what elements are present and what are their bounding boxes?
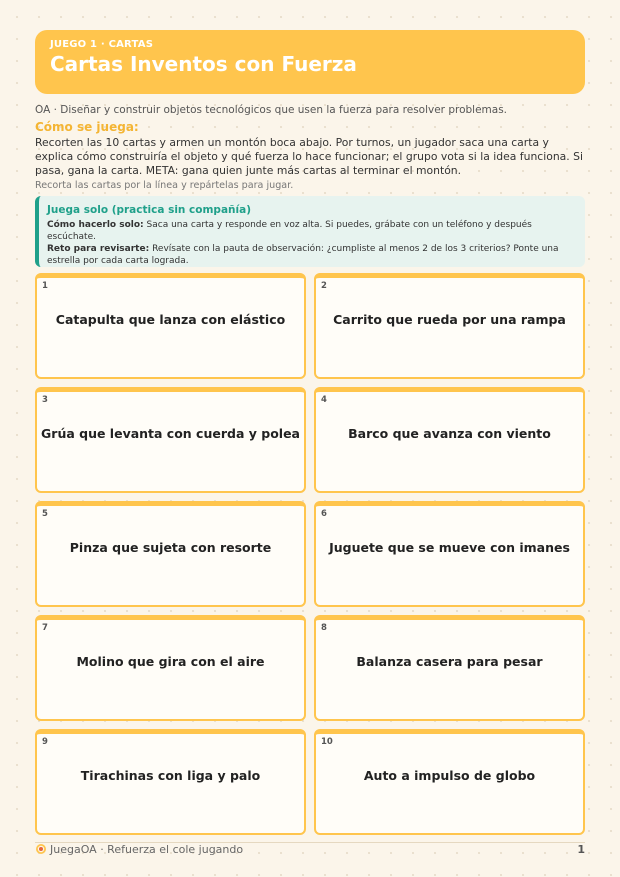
- card-label: Juguete que se mueve con imanes: [329, 540, 570, 555]
- card-label: Barco que avanza con viento: [348, 426, 551, 441]
- cut-instructions: Recorta las cartas por la línea y repártelas para jugar.: [35, 180, 294, 191]
- solo-review-line: [47, 243, 575, 267]
- title-banner: [35, 30, 585, 94]
- card: [35, 501, 306, 607]
- card: [314, 273, 585, 379]
- card: [35, 387, 306, 493]
- footer-brand: JuegaOA · Refuerza el cole jugando: [50, 843, 244, 856]
- card-number: 7: [42, 623, 48, 633]
- card-label: Tirachinas con liga y palo: [80, 768, 261, 783]
- card: [314, 387, 585, 493]
- card-number: 5: [42, 509, 48, 519]
- card-label: Balanza casera para pesar: [356, 654, 543, 669]
- card-number: 6: [321, 509, 327, 519]
- card: [314, 501, 585, 607]
- card: [35, 615, 306, 721]
- card-label: Molino que gira con el aire: [76, 654, 265, 669]
- game-label: JUEGO 1 · CARTAS: [50, 39, 154, 50]
- card: [35, 729, 306, 835]
- card-label: Pinza que sujeta con resorte: [69, 540, 272, 555]
- card-label: Auto a impulso de globo: [363, 768, 536, 783]
- card-label: Grúa que levanta con cuerda y polea: [41, 426, 300, 441]
- solo-play-box: [35, 196, 585, 267]
- solo-title: Juega solo (practica sin compañía): [47, 204, 251, 216]
- card-number: 8: [321, 623, 327, 633]
- solo-how-line: [47, 219, 575, 243]
- card-label: Catapulta que lanza con elástico: [55, 312, 286, 327]
- card: [35, 273, 306, 379]
- card-number: 3: [42, 395, 48, 405]
- card-number: 1: [42, 281, 48, 291]
- card-number: 9: [42, 737, 48, 747]
- card-number: 2: [321, 281, 327, 291]
- game-rules: Recorten las 10 cartas y armen un montón boca abajo. Por turnos, un jugador saca una carta y explica cómo construiría el objeto y qué fuerza lo hace funcionar; el grupo vota si la idea funciona. Si pasa, gana la carta. META: gana quien junte más cartas al terminar el montón.: [35, 136, 584, 177]
- card-label: Carrito que rueda por una rampa: [333, 312, 566, 327]
- how-to-play-heading: Cómo se juega:: [35, 120, 139, 134]
- solo-review-label: Reto para revisarte:: [47, 244, 150, 254]
- page-title: Cartas Inventos con Fuerza: [50, 52, 357, 76]
- solo-review-text: Revísate con la pauta de observación: ¿cumpliste al menos 2 de los 3 criterios? Ponte una estrella por cada carta lograda.: [47, 244, 559, 266]
- learning-objective: OA · Diseñar y construir objetos tecnológicos que usen la fuerza para resolver problemas.: [35, 104, 508, 116]
- card: [314, 729, 585, 835]
- card-number: 10: [321, 737, 333, 747]
- card: [314, 615, 585, 721]
- page-number: 1: [577, 843, 585, 856]
- solo-how-label: Cómo hacerlo solo:: [47, 220, 144, 230]
- solo-how-text: Saca una carta y responde en voz alta. Si puedes, grábate con un teléfono y después escúchate.: [47, 220, 532, 242]
- card-number: 4: [321, 395, 327, 405]
- brand-ring-icon: [35, 843, 47, 855]
